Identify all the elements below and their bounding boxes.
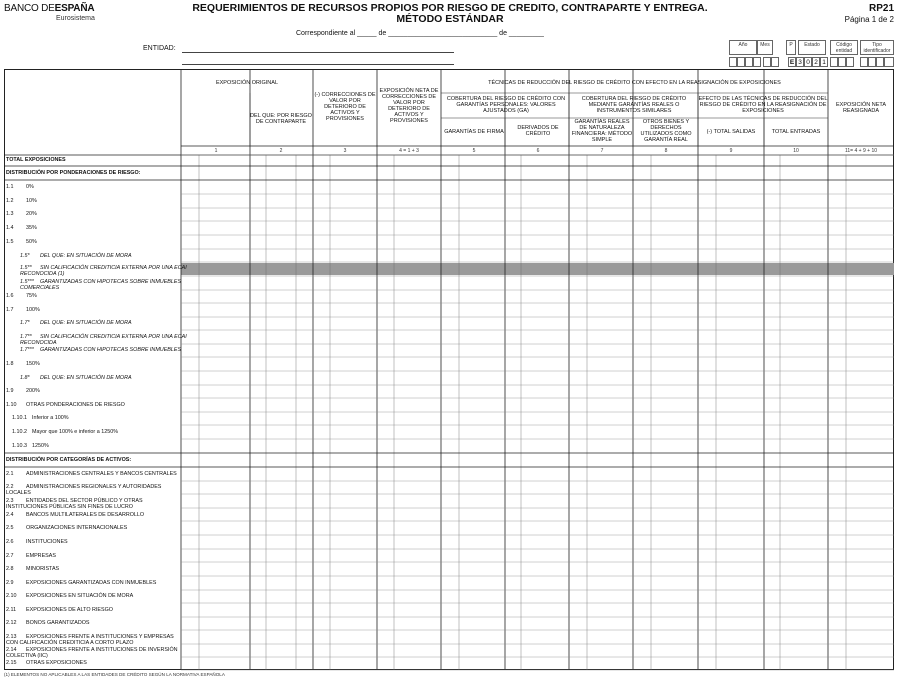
- row-label: [6, 361, 40, 367]
- row-code: 2.6: [6, 539, 14, 545]
- row-label: [6, 457, 131, 463]
- col-header-total-salidas: (-) TOTAL SALIDAS: [706, 129, 756, 135]
- row-text: EXPOSICIONES FRENTE A INSTITUCIONES DE INVERSIÓN COLECTIVA (IIC): [6, 647, 178, 659]
- row-text: BANCOS MULTILATERALES DE DESARROLLO: [26, 512, 145, 518]
- row-code: 2.8: [6, 566, 14, 572]
- row-text: 10%: [26, 198, 37, 204]
- row-label: [6, 580, 156, 586]
- row-code: 2.15: [6, 660, 17, 666]
- row-code: 2.1: [6, 471, 14, 477]
- row-code: 2.9: [6, 580, 14, 586]
- col-header-garantias-reales: GARANTÍAS REALES DE NATURALEZA FINANCIERA: MÉTODO SIMPLE: [571, 119, 633, 143]
- row-text: DISTRIBUCIÓN POR PONDERACIONES DE RIESGO:: [6, 170, 141, 176]
- row-text: MINORISTAS: [26, 566, 60, 572]
- row-text: DISTRIBUCIÓN POR CATEGORÍAS DE ACTIVOS:: [6, 457, 132, 463]
- row-label: [6, 512, 144, 518]
- form-title-line2: MÉTODO ESTÁNDAR: [396, 13, 504, 25]
- row-text: SIN CALIFICACIÓN CREDITICIA EXTERNA POR UNA ECAI RECONOCIDA (1): [20, 265, 187, 277]
- row-text: INSTITUCIONES: [26, 539, 68, 545]
- row-text: 100%: [26, 307, 40, 313]
- col-header-correcciones: (-) CORRECCIONES DE VALOR POR DETERIORO DE ACTIVOS Y PROVISIONES: [314, 92, 376, 122]
- row-code: 1.5***: [20, 279, 34, 285]
- row-text: SIN CALIFICACIÓN CREDITICIA EXTERNA POR UNA ECAI RECONOCIDA: [20, 334, 187, 346]
- col-number: 11= 4 + 9 + 10: [844, 148, 878, 154]
- row-text: DEL QUE: EN SITUACIÓN DE MORA: [40, 375, 132, 381]
- row-code: 1.5**: [20, 265, 32, 271]
- row-text: Mayor que 100% e inferior a 1250%: [32, 429, 119, 435]
- row-code: 1.1: [6, 184, 14, 190]
- col-number: 1: [214, 148, 218, 154]
- col-header-cobertura-personal: COBERTURA DEL RIESGO DE CRÉDITO CON GARANTÍAS PERSONALES: VALORES AJUSTADOS (GA): [446, 96, 566, 114]
- col-number: 9: [729, 148, 733, 154]
- row-label: [20, 334, 192, 346]
- row-code: 2.5: [6, 525, 14, 531]
- row-label: [6, 198, 37, 204]
- col-number: 6: [536, 148, 540, 154]
- row-text: 20%: [26, 211, 37, 217]
- shaded-row: [181, 263, 894, 275]
- col-number: 2: [279, 148, 283, 154]
- id-label-tipo-identificador: Tipo identificador: [860, 40, 894, 55]
- entidad-label: ENTIDAD:: [143, 45, 176, 52]
- id-code-cell: 3: [796, 57, 804, 67]
- row-code: 1.10.1: [12, 415, 27, 421]
- row-text: EXPOSICIONES FRENTE A INSTITUCIONES Y EMPRESAS CON CALIFICACIÓN CREDITICIA A CORTO PLAZO: [6, 634, 174, 646]
- row-text: BONOS GARANTIZADOS: [26, 620, 90, 626]
- row-label: [6, 634, 178, 646]
- footnote: (1) ELEMENTOS NO APLICABLES A LAS ENTIDADES DE CRÉDITO SEGÚN LA NORMATIVA ESPAÑOLA: [4, 672, 225, 677]
- row-text: 150%: [26, 361, 40, 367]
- col-number: 8: [664, 148, 668, 154]
- col-number: 7: [600, 148, 604, 154]
- row-label: [20, 253, 132, 259]
- id-label-ano: Año: [729, 40, 757, 55]
- row-text: OTRAS PONDERACIONES DE RIESGO: [26, 402, 125, 408]
- row-label: [6, 157, 66, 163]
- row-code: 2.3: [6, 498, 14, 504]
- row-label: [20, 347, 181, 353]
- logo-subtitle: Eurosistema: [56, 15, 95, 22]
- col-number: 10: [793, 148, 799, 154]
- row-text: EMPRESAS: [26, 553, 56, 559]
- row-text: ORGANIZACIONES INTERNACIONALES: [26, 525, 128, 531]
- col-header-reasignada: EXPOSICIÓN NETA REASIGNADA: [835, 102, 887, 114]
- row-label: [6, 471, 177, 477]
- row-label: [6, 593, 133, 599]
- row-label: [20, 375, 132, 381]
- row-code: 1.8*: [20, 375, 30, 381]
- logo-text-bold: ESPAÑA: [54, 3, 95, 14]
- correspondiente-field[interactable]: Correspondiente al _____ de ____________________________ de _________: [296, 30, 544, 37]
- col-number: 4 = 1 + 3: [399, 148, 419, 154]
- id-label-mes: Mes: [757, 40, 773, 55]
- row-code: 1.3: [6, 211, 14, 217]
- row-code: 1.9: [6, 388, 14, 394]
- row-text: 200%: [26, 388, 40, 394]
- row-label: [20, 279, 192, 291]
- row-label: [6, 239, 37, 245]
- logo-text-plain: BANCO DE: [4, 3, 55, 14]
- row-label: [6, 498, 178, 510]
- col-header-derivados: DERIVADOS DE CRÉDITO: [517, 125, 559, 137]
- col-header-efecto: EFECTO DE LAS TÉCNICAS DE REDUCCIÓN DEL RIESGO DE CRÉDITO EN LA REASIGNACIÓN DE EXPOSICIONES: [698, 96, 828, 114]
- row-label: [6, 170, 140, 176]
- col-header-garantias-firma: GARANTÍAS DE FIRMA: [444, 129, 504, 135]
- col-number: 3: [343, 148, 347, 154]
- row-text: TOTAL EXPOSICIONES: [6, 157, 66, 163]
- row-text: ADMINISTRACIONES REGIONALES Y AUTORIDADES LOCALES: [6, 484, 162, 496]
- row-text: GARANTIZADAS CON HIPOTECAS SOBRE INMUEBLES: [40, 347, 182, 353]
- row-label: [6, 525, 127, 531]
- row-code: 2.14: [6, 647, 17, 653]
- row-label: [6, 539, 68, 545]
- col-header-otros-bienes: OTROS BIENES Y DERECHOS UTILIZADOS COMO GARANTÍA REAL: [640, 119, 692, 143]
- row-label: [20, 320, 132, 326]
- col-header-exposicion-original: EXPOSICIÓN ORIGINAL: [215, 80, 279, 86]
- form-title-line1: REQUERIMIENTOS DE RECURSOS PROPIOS POR RIESGO DE CREDITO, CONTRAPARTE Y ENTREGA.: [192, 2, 708, 14]
- row-label: [12, 429, 118, 435]
- row-text: OTRAS EXPOSICIONES: [26, 660, 87, 666]
- row-text: ADMINISTRACIONES CENTRALES Y BANCOS CENTRALES: [26, 471, 177, 477]
- row-code: 2.2: [6, 484, 14, 490]
- row-text: DEL QUE: EN SITUACIÓN DE MORA: [40, 320, 132, 326]
- row-label: [6, 293, 37, 299]
- row-label: [6, 660, 87, 666]
- col-header-exposicion-neta: EXPOSICIÓN NETA DE CORRECCIONES DE VALOR POR DETERIORO DE ACTIVOS Y PROVISIONES: [379, 88, 439, 124]
- row-text: 0%: [26, 184, 34, 190]
- row-code: 1.6: [6, 293, 14, 299]
- row-text: EXPOSICIONES GARANTIZADAS CON INMUEBLES: [26, 580, 157, 586]
- row-code: 1.10: [6, 402, 17, 408]
- row-text: ENTIDADES DEL SECTOR PÚBLICO Y OTRAS INSTITUCIONES PÚBLICAS SIN FINES DE LUCRO: [6, 498, 143, 510]
- row-label: [6, 402, 125, 408]
- row-code: 1.5: [6, 239, 14, 245]
- row-code: 2.11: [6, 607, 17, 613]
- row-text: 1250%: [32, 443, 49, 449]
- row-code: 1.5*: [20, 253, 30, 259]
- col-header-del-que: DEL QUE: POR RIESGO DE CONTRAPARTE: [250, 113, 312, 125]
- id-label-p: P: [786, 40, 796, 55]
- row-text: 35%: [26, 225, 37, 231]
- id-label-estado: Estado: [798, 40, 826, 55]
- row-code: 2.13: [6, 634, 17, 640]
- row-label: [6, 388, 40, 394]
- row-text: EXPOSICIONES EN SITUACIÓN DE MORA: [26, 593, 134, 599]
- row-label: [6, 484, 178, 496]
- row-code: 1.7*: [20, 320, 30, 326]
- row-text: Inferior a 100%: [32, 415, 69, 421]
- row-label: [6, 647, 178, 659]
- row-label: [6, 607, 113, 613]
- page-indicator: Página 1 de 2: [844, 15, 894, 24]
- row-label: [6, 211, 37, 217]
- id-code-cell: 0: [804, 57, 812, 67]
- row-label: [20, 265, 192, 277]
- row-code: 2.12: [6, 620, 17, 626]
- row-label: [6, 620, 90, 626]
- row-code: 2.10: [6, 593, 17, 599]
- row-code: 1.10.3: [12, 443, 27, 449]
- row-label: [6, 566, 59, 572]
- row-text: GARANTIZADAS CON HIPOTECAS SOBRE INMUEBLES COMERCIALES: [20, 279, 182, 291]
- row-label: [6, 184, 34, 190]
- row-label: [12, 443, 49, 449]
- col-header-total-entradas: TOTAL ENTRADAS: [771, 129, 821, 135]
- col-header-tecnicas: TÉCNICAS DE REDUCCIÓN DEL RIESGO DE CRÉDITO CON EFECTO EN LA REASIGNACIÓN DE EXPOSICIONES: [488, 80, 781, 86]
- id-code-cell: 1: [820, 57, 828, 67]
- row-code: 1.7: [6, 307, 14, 313]
- row-label: [6, 225, 37, 231]
- row-text: DEL QUE: EN SITUACIÓN DE MORA: [40, 253, 132, 259]
- row-code: 1.7***: [20, 347, 34, 353]
- row-code: 1.8: [6, 361, 14, 367]
- row-text: 75%: [26, 293, 37, 299]
- id-label-codigo-entidad: Código entidad: [830, 40, 858, 55]
- row-code: 2.4: [6, 512, 14, 518]
- row-code: 1.2: [6, 198, 14, 204]
- row-code: 2.7: [6, 553, 14, 559]
- row-label: [12, 415, 69, 421]
- id-code-cell: E: [789, 59, 795, 66]
- form-code: RP21: [868, 3, 894, 14]
- row-code: 1.10.2: [12, 429, 27, 435]
- id-code-cell: 2: [812, 57, 820, 67]
- col-header-cobertura-real: COBERTURA DEL RIESGO DE CRÉDITO MEDIANTE GARANTÍAS REALES O INSTRUMENTOS SIMILARES: [581, 96, 687, 114]
- row-label: [6, 553, 56, 559]
- row-text: 50%: [26, 239, 37, 245]
- row-code: 1.7**: [20, 334, 32, 340]
- row-text: EXPOSICIONES DE ALTO RIESGO: [26, 607, 113, 613]
- row-code: 1.4: [6, 225, 14, 231]
- row-label: [6, 307, 40, 313]
- col-number: 5: [472, 148, 476, 154]
